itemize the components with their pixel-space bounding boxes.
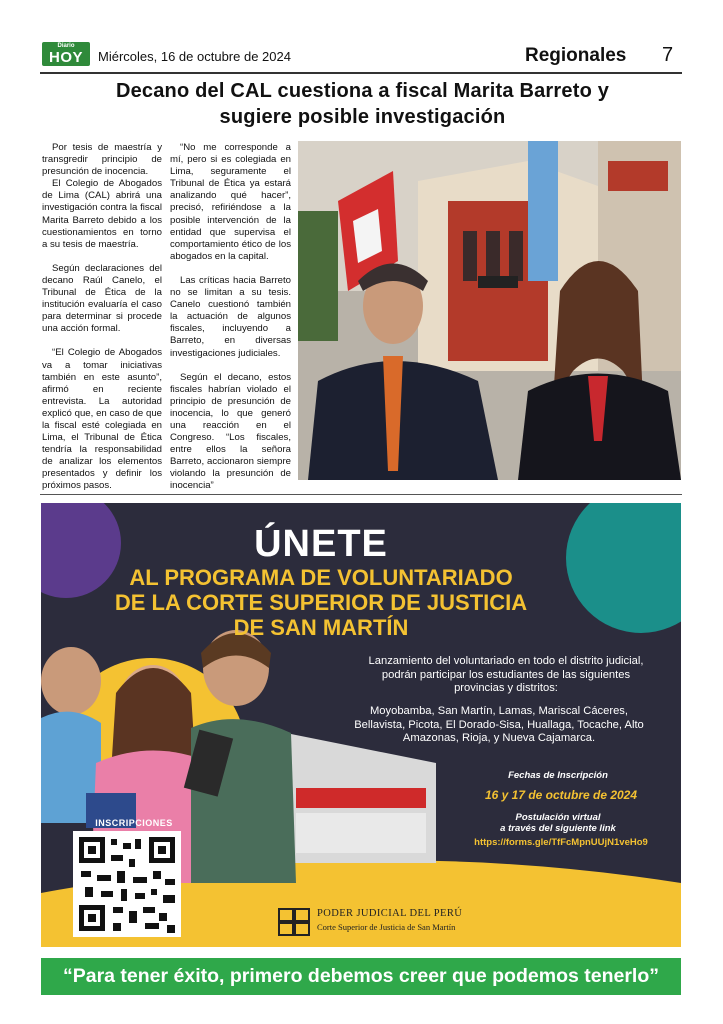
ad-description-line: provincias y distritos:	[454, 682, 558, 694]
article-column-2	[170, 142, 291, 493]
pj-subtitle: Corte Superior de Justicia de San Martín	[317, 922, 456, 932]
headline-line-2: sugiere posible investigación	[219, 106, 506, 128]
ad-application-note	[473, 812, 643, 834]
poder-judicial-logo	[277, 907, 537, 937]
ad-dates-label: Fechas de Inscripción	[508, 770, 608, 781]
quote-banner: “Para tener éxito, primero debemos creer que podemos tenerlo”	[41, 958, 681, 995]
paragraph: Las críticas hacia Barreto no se limitan a su tesis. Canelo cuestionó también la actuación de algunos fiscales, incluyendo a Barreto, en diversas investigaciones judiciales.	[170, 274, 291, 359]
paragraph: Por tesis de maestría y transgredir principio de presunción de inocencia.	[42, 142, 162, 178]
logo-big-text: HOY	[48, 49, 83, 66]
article-column-1	[42, 142, 162, 493]
section-title: Regionales	[525, 45, 627, 66]
page-number: 7	[662, 44, 674, 66]
paragraph: “El Colegio de Abogados va a tomar iniciativas también en este asunto”, afirmó en reciente entrevista. La autoridad explicó que, en caso de que la fiscal esté colegiada en Lima, el Tribunal de Ética tendría la responsabilidad de analizar los elementos presentados y definir los próximos pasos.	[42, 347, 162, 492]
ad-places	[329, 705, 669, 746]
logo-small-text: Diario	[57, 43, 75, 49]
ad-description-line: Lanzamiento del voluntariado en todo el distrito judicial,	[368, 655, 644, 667]
issue-date: Miércoles, 16 de octubre de 2024	[98, 49, 291, 64]
header-rule	[40, 72, 682, 74]
ad-places-line: Amazonas, Rioja, y Nueva Cajamarca.	[402, 732, 596, 744]
paragraph: “No me corresponde a mí, pero si es colegiada en Lima, seguramente el Tribunal de Ética ya estará analizando qué hacer”, precisó, refiriéndose a la posible intervención de la entidad que supervisa el comportamiento ético de los abogados en la capital.	[170, 142, 291, 262]
page-header	[40, 40, 682, 70]
ad-subtitle-line: DE SAN MARTÍN	[233, 615, 409, 640]
paragraph: Según declaraciones del decano Raúl Canelo, el Tribunal de Ética de la institución evaluaría el caso para determinar si procede una acción formal.	[42, 262, 162, 335]
newspaper-logo	[42, 42, 90, 66]
volunteer-ad	[41, 503, 681, 947]
ad-subtitle	[41, 565, 601, 640]
photo-illustration	[298, 141, 681, 480]
ad-dates: 16 y 17 de octubre de 2024	[484, 788, 638, 802]
ad-title: ÚNETE	[254, 523, 388, 565]
ad-description	[341, 655, 671, 696]
ad-description-line: podrán participar los estudiantes de las siguientes	[381, 668, 631, 681]
headline-line-1: Decano del CAL cuestiona a fiscal Marita Barreto y	[115, 80, 610, 102]
paragraph: El Colegio de Abogados de Lima (CAL) abrirá una investigación contra la fiscal Marita Barreto debido a los cuestionamientos en torno a su tesis de maestría.	[42, 178, 162, 250]
ad-form-link[interactable]: https://forms.gle/TfFcMpnUUjN1veHo9	[474, 837, 648, 848]
ad-application-line: a través del siguiente link	[500, 823, 616, 834]
ad-application-line: Postulación virtual	[515, 812, 601, 823]
article-headline	[80, 78, 645, 130]
paragraph: Según el decano, estos fiscales habrían violado el principio de presunción de inocencia, lo que generó una reacción en el Congreso. “Los fiscales, entre ellos la señora Barreto, accionaron siempre violando la presunción de inocencia”	[170, 371, 291, 492]
section-rule	[40, 494, 682, 495]
ad-subtitle-line: AL PROGRAMA DE VOLUNTARIADO	[129, 565, 513, 590]
ad-places-line: Bellavista, Picota, El Dorado-Sisa, Huallaga, Tocache, Alto	[354, 718, 644, 731]
ad-places-line: Moyobamba, San Martín, Lamas, Mariscal Cáceres,	[369, 705, 629, 717]
ad-inscriptions-label: INSCRIPCIONES	[95, 818, 173, 828]
article-photo	[298, 141, 681, 480]
ad-subtitle-line: DE LA CORTE SUPERIOR DE JUSTICIA	[114, 590, 528, 615]
pj-name: PODER JUDICIAL DEL PERÚ	[317, 908, 463, 919]
